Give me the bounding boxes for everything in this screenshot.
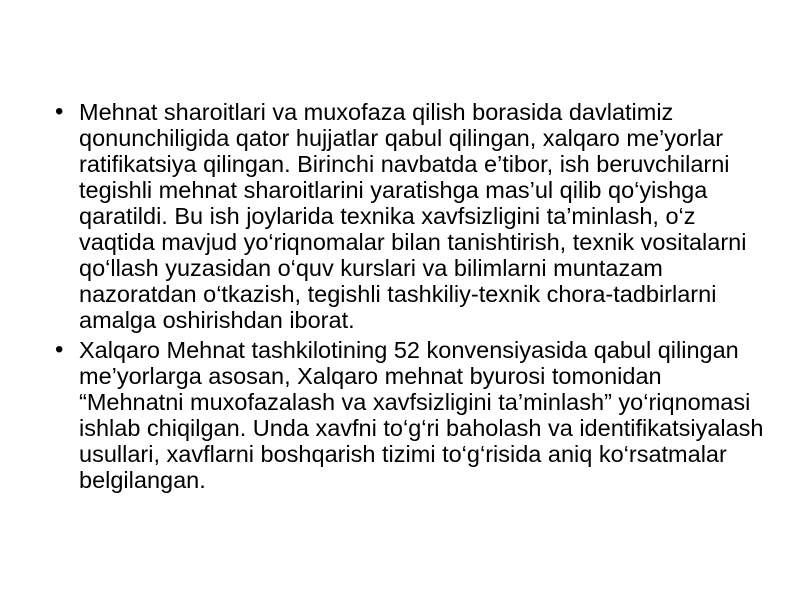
bullet-marker: • — [55, 98, 64, 125]
bullet-item-labor-legislation — [55, 99, 770, 333]
bullet-text: Mehnat sharoitlari va muxofaza qilish borasida davlatimiz qonunchiligida qator hujjatlar qabul qilingan, xalqaro me’yorlar ratifikatsiya qilingan. Birinchi navbatda e’tibor, ish beruvchilarni tegishli mehnat sharoitlarini yaratishga mas’ul qilib qo‘yishga qaratildi. Bu ish joylarida texnika xavfsizligini ta’minlash, o‘z vaqtida mavjud yo‘riqnomalar bilan tanishtirish, texnik vositalarni qo‘llash yuzasidan o‘quv kurslari va bilimlarni muntazam nazoratdan o‘tkazish, tegishli tashkiliy-texnik chora-tadbirlarni amalga oshirishdan iborat. — [79, 99, 747, 333]
bullet-text: Xalqaro Mehnat tashkilotining 52 konvensiyasida qabul qilingan me’yorlarga asosan, Xalqaro mehnat byurosi tomonidan “Mehnatni muxofazalash va xavfsizligini ta’minlash” yo‘riqnomasi ishlab chiqilgan. Unda xavfni to‘g‘ri baholash va identifikatsiyalash usullari, xavflarni boshqarish tizimi to‘g‘risida aniq ko‘rsatmalar belgilangan. — [79, 337, 764, 493]
bullet-list — [55, 99, 770, 497]
bullet-item-ilo-convention — [55, 337, 770, 493]
bullet-marker: • — [55, 336, 64, 363]
